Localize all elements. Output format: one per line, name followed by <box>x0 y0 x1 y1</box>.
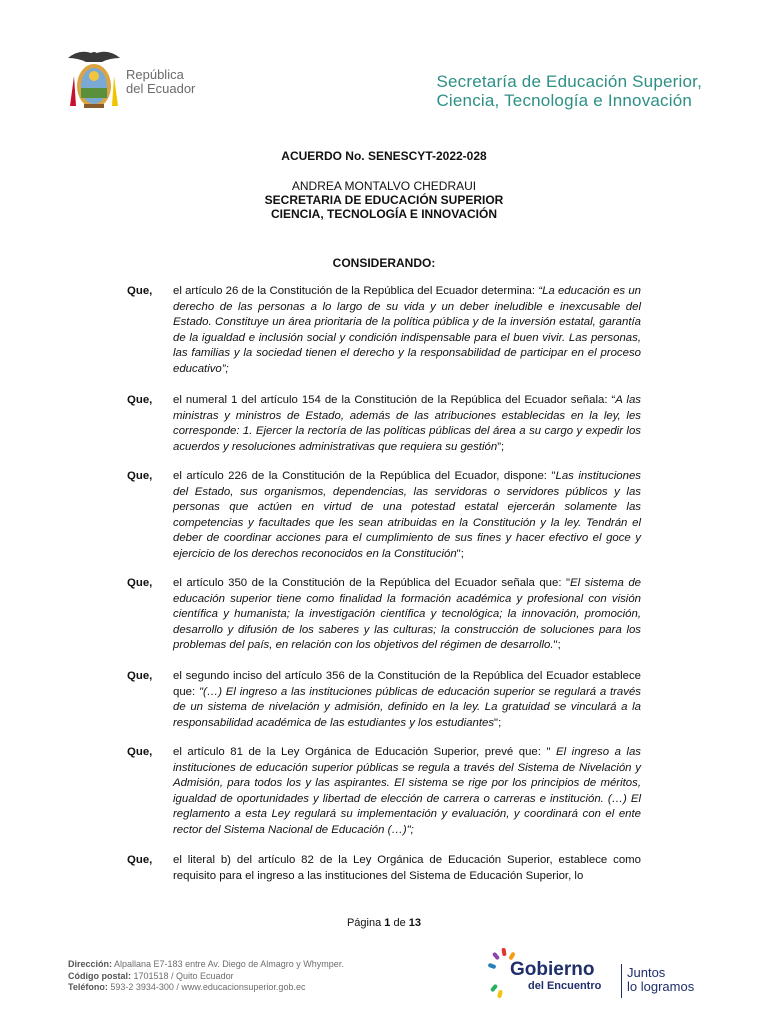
footer-postal <box>68 971 344 983</box>
considerando-heading: CONSIDERANDO: <box>332 256 436 270</box>
gobierno-divider <box>621 964 622 998</box>
clause-text <box>173 284 641 378</box>
gobierno-slogan <box>627 966 694 994</box>
clause-text <box>173 469 641 563</box>
secretaria-line1: Secretaría de Educación Superior, <box>436 72 702 91</box>
clause-quote: “La educación es un derecho de las personas a lo largo de su vida y un deber ineludible e inexcusable del Estado. Constituye un área prioritaria de la política pública y de la inversión estatal, garantía de la igualdad e inclusión social y condición indispensable para el buen vivir. Las personas, las familias y la sociedad tienen el derecho y la responsabilidad de participar en el proceso educativo”; <box>173 285 642 375</box>
footer-address <box>68 959 344 971</box>
que-label: Que, <box>127 670 153 682</box>
postal-label: Código postal: <box>68 970 131 981</box>
document-title: ACUERDO No. SENESCYT-2022-028 <box>281 149 487 163</box>
address-value: Alpallana E7-183 entre Av. Diego de Almagro y Whymper. <box>112 959 344 969</box>
phone-value: 593-2 3934-300 / www.educacionsuperior.gob.ec <box>107 982 306 992</box>
secretaria-line2: Ciencia, Tecnología e Innovación <box>436 91 693 110</box>
clause-tail: "; <box>494 716 502 729</box>
author-name: ANDREA MONTALVO CHEDRAUI <box>291 179 477 193</box>
secretaria-title <box>436 72 702 110</box>
republica-ecuador-logo <box>66 46 216 114</box>
footer-contact <box>68 959 344 994</box>
clause-quote: El ingreso a las instituciones de educación superior públicas se regula a través del Sistema de Nivelación y Admisión, para todos los y las aspirantes. El sistema se rige por los principios de méritos, igualdad de oportunidades y libertad de elección de carrera o carreras e institución. (…) El reglamento a esta Ley regulará su implementación y evaluación, y coordinará con el ente rector del Sistema Nacional de Educación (…)"; <box>173 746 641 836</box>
clause-plain: el segundo inciso del artículo 356 de la Constitución de la República del Ecuador establece que: <box>173 670 641 698</box>
clause-tail: ”; <box>497 440 505 453</box>
coat-of-arms-icon <box>66 46 122 112</box>
que-label: Que, <box>127 470 153 482</box>
republica-line1: República <box>126 67 184 82</box>
clause-text <box>173 393 641 455</box>
clause-text <box>173 853 641 884</box>
clause-text <box>173 669 641 731</box>
clause-tail: "; <box>456 547 464 560</box>
page-prefix: Página <box>346 917 385 929</box>
clause-plain: el literal b) del artículo 82 de la Ley Orgánica de Educación Superior, establece como requisito para el ingreso a las instituciones del Sistema de Educación Superior, lo <box>173 854 641 882</box>
slogan-line2: lo logramos <box>627 979 695 994</box>
gobierno-logo <box>488 944 708 1004</box>
gobierno-subtitle: del Encuentro <box>528 980 602 992</box>
gobierno-wordmark: Gobierno <box>510 959 595 980</box>
clause-plain: el artículo 350 de la Constitución de la República del Ecuador señala que: " <box>173 577 571 589</box>
clause-text <box>173 745 641 839</box>
author-block <box>0 179 768 221</box>
clause-quote: "(…) El ingreso a las instituciones públicas de educación superior se regulará a través de un sistema de nivelación y admisión, definido en la ley. La gratuidad se vinculará a la responsabilidad académica de las estudiantes y los estudiantes <box>173 685 641 729</box>
page-total: 13 <box>408 917 422 929</box>
que-label: Que, <box>127 394 153 406</box>
address-label: Dirección: <box>68 959 113 969</box>
clause-text <box>173 576 641 654</box>
que-label: Que, <box>127 746 153 758</box>
que-label: Que, <box>127 854 153 866</box>
clause-tail: "; <box>553 639 561 652</box>
clause-quote: Las instituciones del Estado, sus organismos, dependencias, las servidoras o servidores públicos y las personas que actúen en virtud de una potestad estatal ejercerán solamente las competencias y facultades que les sean atribuidas en la Constitución y la ley. Tendrán el deber de coordinar acciones para el cumplimiento de sus fines y hacer efectivo el goce y ejercicio de los derechos reconocidos en la Constitución <box>173 470 641 560</box>
que-label: Que, <box>127 577 153 589</box>
clause-plain: el numeral 1 del artículo 154 de la Constitución de la República del Ecuador señala: “ <box>173 394 616 406</box>
page-number <box>0 917 768 929</box>
clause-quote: A las ministras y ministros de Estado, además de las atribuciones establecidas en la ley, les corresponde: 1. Ejercer la rectoría de las políticas públicas del área a su cargo y expedir los acuerdos y resoluciones administrativas que requiera su gestión <box>173 394 641 453</box>
clause-plain: el artículo 226 de la Constitución de la República del Ecuador, dispone: " <box>173 470 556 482</box>
page-middle: de <box>390 917 409 929</box>
author-role-line1: SECRETARIA DE EDUCACIÓN SUPERIOR <box>264 193 504 207</box>
clause-quote: El sistema de educación superior tiene como finalidad la formación académica y profesional con visión científica y humanista; la investigación científica y tecnológica; la innovación, promoción, desarrollo y difusión de los saberes y las culturas; la construcción de soluciones para los problemas del país, en relación con los objetivos del régimen de desarrollo. <box>173 577 641 652</box>
clause-plain: el artículo 26 de la Constitución de la República del Ecuador determina: <box>173 285 539 297</box>
author-role-line2: CIENCIA, TECNOLOGÍA E INNOVACIÓN <box>270 207 497 221</box>
page-current: 1 <box>384 917 391 929</box>
clause-plain: el artículo 81 de la Ley Orgánica de Educación Superior, prevé que: " <box>173 746 557 758</box>
que-label: Que, <box>127 285 153 297</box>
republica-text <box>126 68 195 96</box>
republica-line2: del Ecuador <box>126 81 196 96</box>
postal-value: 1701518 / Quito Ecuador <box>131 970 234 981</box>
footer-phone <box>68 982 344 994</box>
phone-label: Teléfono: <box>68 982 108 992</box>
slogan-line1: Juntos <box>627 965 666 980</box>
